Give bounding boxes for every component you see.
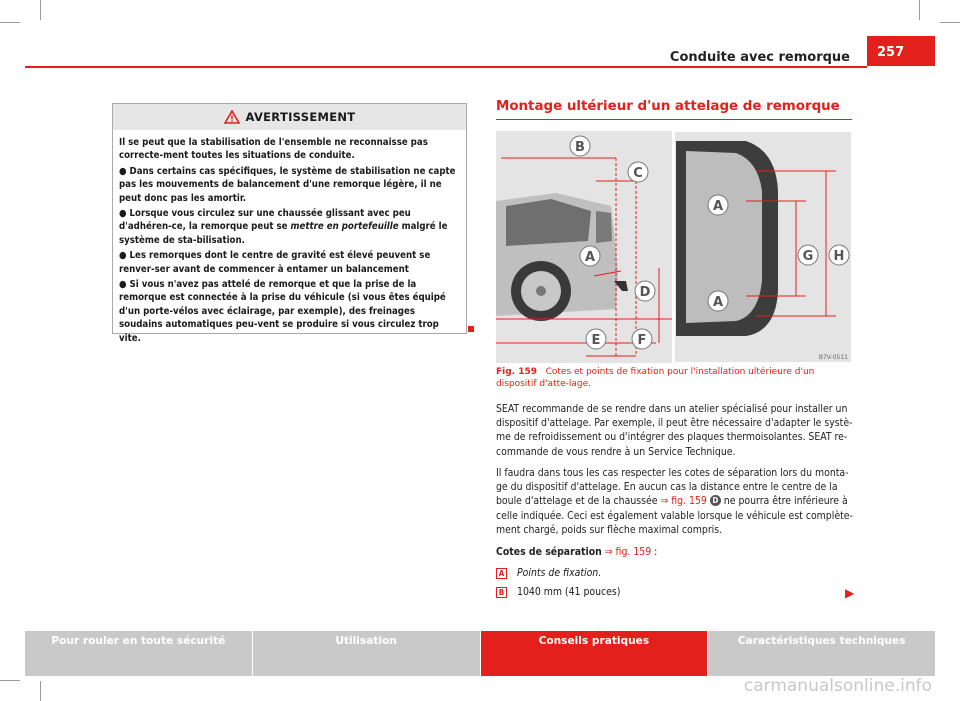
fig-label-h [829, 245, 849, 265]
svg-text:A: A [712, 295, 724, 310]
svg-text:E: E [591, 333, 601, 348]
legend-key: A [496, 568, 507, 579]
tab-caracteristiques[interactable]: Caractéristiques techniques [708, 631, 935, 676]
legend-key: B [496, 587, 507, 598]
legend-text: Points de fixation. [517, 567, 602, 579]
svg-text:C: C [633, 166, 643, 181]
towbar-diagram [496, 131, 852, 363]
running-header: Conduite avec remorque [669, 50, 850, 65]
fig-label-f [632, 329, 652, 349]
warning-body [113, 130, 466, 345]
fig-label-a-bottom [708, 291, 728, 311]
warning-bullet: ● Lorsque vous circulez sur une chaussée glissant avec peu d'adhéren-ce, la remorque peut se mettre en portefeuille malgré le système de sta-bilisation. [119, 208, 448, 246]
watermark: carmanualsonline.info [743, 676, 932, 696]
legend-item [496, 586, 620, 598]
crop-mark [40, 0, 41, 20]
end-marker [468, 326, 474, 332]
footer-tabs [25, 631, 935, 676]
header-rule [25, 66, 867, 68]
fig-label-a [580, 246, 600, 266]
body-paragraph-2: Il faudra dans tous les cas respecter les cotes de séparation lors du monta-ge du dispositif d'attelage. En aucun cas la distance entre le centre de la boule d'attelage et de la chaussée ⇒ fig. 159 D ne pourra être inférieure à celle indiquée. Ceci est également valable lorsque le véhicule est complète-ment chargé, poids sur flèche maximal compris. [496, 467, 853, 536]
fig-label-d [635, 281, 655, 301]
crop-mark [919, 0, 920, 20]
figure-caption: Fig. 159 Cotes et points de fixation pour l'installation ultérieure d'un dispositif d'atte-lage. [496, 367, 815, 389]
svg-text:B: B [575, 140, 585, 155]
fig-label-a-top [708, 195, 728, 215]
body-paragraph-1: SEAT recommande de se rendre dans un atelier spécialisé pour installer un dispositif d'attelage. Par exemple, il peut être nécessaire d'adapter le systè-me de refroidissement ou d'intégrer des plaques thermoisolantes. SEAT re-commande de vous rendre à un Service Technique. [496, 403, 853, 458]
crop-mark [0, 680, 20, 681]
fig-label-g [798, 245, 818, 265]
svg-text:G: G [802, 249, 814, 264]
svg-text:A: A [584, 250, 596, 265]
figure-link[interactable]: ⇒ fig. 159 [604, 546, 652, 558]
warning-icon [224, 110, 240, 124]
fig-label-e [586, 329, 606, 349]
warning-bullet: ● Les remorques dont le centre de gravité est élevé peuvent se renver-ser avant de commencer à entamer un balancement [119, 250, 431, 275]
tab-utilisation[interactable]: Utilisation [253, 631, 481, 676]
figure-link[interactable]: ⇒ fig. 159 [660, 495, 707, 508]
cotes-heading: Cotes de séparation ⇒ fig. 159 : [496, 546, 658, 558]
continue-arrow-icon: ▶ [845, 586, 855, 600]
fig-label-c [628, 162, 648, 182]
warning-bullet: ● Dans certains cas spécifiques, le système de stabilisation ne capte pas les mouvements de balancement d'une remorque légère, il ne peut donc pas les amortir. [119, 165, 456, 204]
tab-securite[interactable]: Pour rouler en toute sécurité [25, 631, 253, 676]
svg-text:H: H [833, 249, 845, 264]
warning-bullet: ● Si vous n'avez pas attelé de remorque et que la prise de la remorque est connectée à la prise du véhicule (si vous êtes équipé d'un porte-vélos avec éclairage, par exemple), des freinages soudains automatiques peu-vent se produire si vous circulez trop vite. [119, 279, 446, 344]
warning-heading: AVERTISSEMENT [245, 110, 356, 124]
crop-mark [0, 22, 20, 23]
towbar-figure [496, 131, 852, 363]
warning-paragraph: Il se peut que la stabilisation de l'ensemble ne reconnaisse pas correcte-ment toutes les situations de conduite. [119, 137, 428, 162]
svg-text:F: F [637, 333, 647, 348]
figure-ref-code: B7V-0511 [818, 354, 848, 361]
legend-item [496, 567, 601, 579]
svg-text:D: D [639, 285, 651, 300]
legend-text: 1040 mm (41 pouces) [517, 586, 621, 598]
section-rule [496, 119, 852, 120]
crop-mark [940, 22, 960, 23]
svg-text:A: A [712, 199, 724, 214]
crop-mark [40, 681, 41, 701]
fig-label-b [570, 136, 590, 156]
warning-header [113, 104, 466, 130]
warning-box [112, 103, 467, 344]
section-title: Montage ultérieur d'un attelage de remorque [496, 99, 840, 114]
page-number: 257 [867, 36, 935, 66]
dimension-badge-d: D [710, 495, 721, 506]
tab-conseils-pratiques[interactable]: Conseils pratiques [481, 631, 709, 676]
